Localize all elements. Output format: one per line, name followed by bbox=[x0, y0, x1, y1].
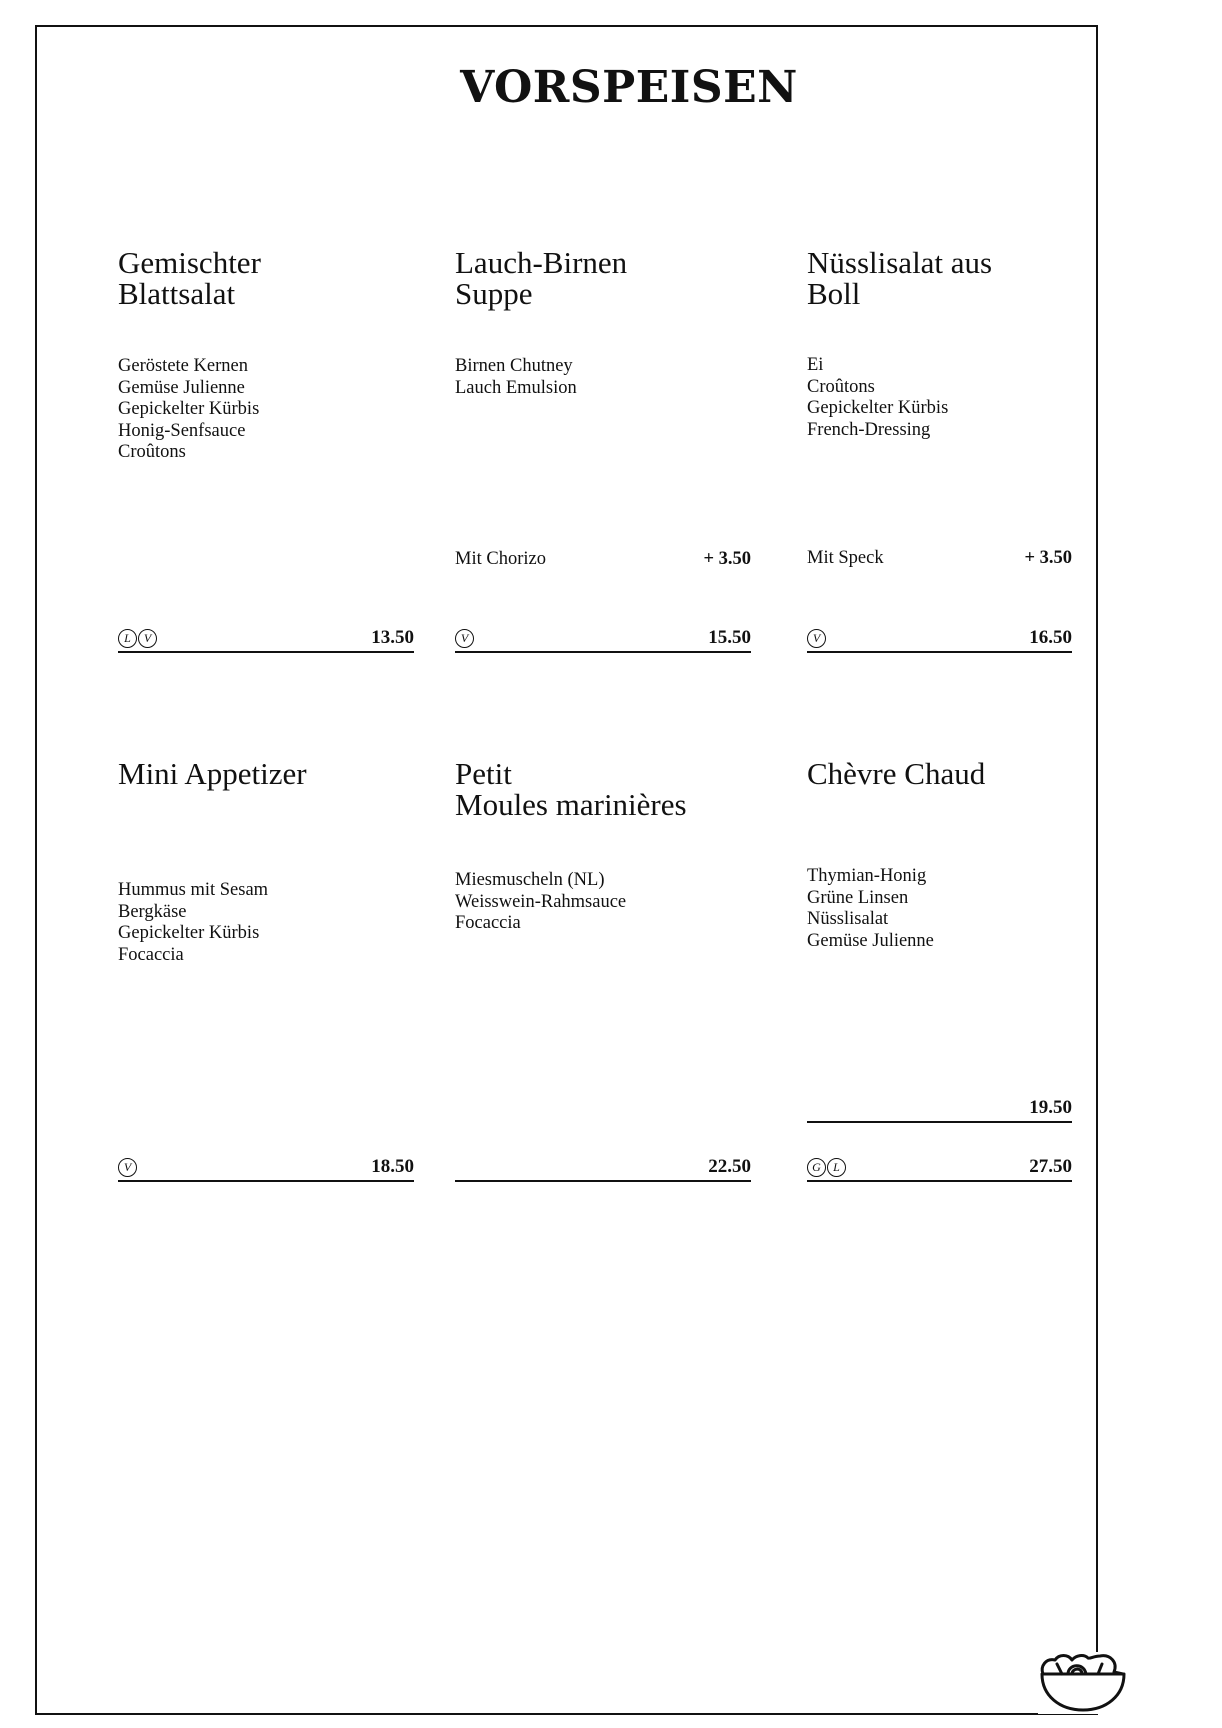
ingredient: Lauch Emulsion bbox=[455, 377, 577, 398]
item-name: Chèvre Chaud bbox=[807, 756, 986, 791]
ingredient-list bbox=[455, 356, 577, 399]
price-row bbox=[118, 627, 414, 653]
ingredient: Bergkäse bbox=[118, 901, 187, 922]
item-name: Gemischter Blattsalat bbox=[118, 245, 261, 311]
item-price: 18.50 bbox=[371, 1156, 414, 1177]
item-price: 16.50 bbox=[1029, 627, 1072, 648]
ingredient-list bbox=[807, 355, 948, 441]
item-name: Lauch-Birnen Suppe bbox=[455, 245, 628, 311]
ingredient: Gepickelter Kürbis bbox=[118, 923, 260, 943]
ingredient: Focaccia bbox=[118, 944, 184, 965]
vegetarian-badge-icon: V bbox=[455, 629, 474, 648]
ingredient: Honig-Senfsauce bbox=[118, 420, 246, 441]
item-price: 13.50 bbox=[371, 627, 414, 648]
vegetarian-badge-icon: V bbox=[138, 629, 157, 648]
alt-price-row bbox=[807, 1097, 1072, 1123]
price-row bbox=[455, 627, 751, 653]
item-price: 27.50 bbox=[1029, 1156, 1072, 1177]
menu-item bbox=[118, 245, 414, 648]
price-row bbox=[807, 627, 1072, 653]
extra-label: Mit Chorizo bbox=[455, 549, 546, 569]
ingredient: Gemüse Julienne bbox=[118, 377, 245, 398]
page-title-text: VORSPEISEN bbox=[460, 62, 798, 113]
ingredient: Gemüse Julienne bbox=[807, 930, 934, 951]
menu-item bbox=[118, 756, 414, 1177]
ingredient: Hummus mit Sesam bbox=[118, 880, 269, 900]
diet-badges bbox=[807, 629, 826, 648]
ingredient: Miesmuscheln (NL) bbox=[455, 870, 605, 890]
diet-badges bbox=[118, 629, 157, 648]
lactose-free-badge-icon: L bbox=[118, 629, 137, 648]
lactose-free-badge-icon: L bbox=[827, 1158, 846, 1177]
extra-price: + 3.50 bbox=[703, 549, 751, 569]
ingredient: Nüsslisalat bbox=[807, 909, 889, 929]
item-alt-price: 19.50 bbox=[1029, 1097, 1072, 1118]
diet-badges bbox=[455, 629, 474, 648]
ingredient: Grüne Linsen bbox=[807, 887, 909, 908]
ingredient: Thymian-Honig bbox=[807, 866, 927, 886]
ingredient: Gepickelter Kürbis bbox=[118, 399, 260, 419]
price-row bbox=[118, 1156, 414, 1182]
ingredient-list bbox=[118, 356, 259, 464]
price-row bbox=[807, 1156, 1072, 1182]
gluten-free-badge-icon: G bbox=[807, 1158, 826, 1177]
menu-item bbox=[455, 245, 751, 648]
ingredient-list bbox=[455, 870, 626, 935]
item-price: 15.50 bbox=[708, 627, 751, 648]
vegetarian-badge-icon: V bbox=[807, 629, 826, 648]
ingredient-list bbox=[807, 866, 934, 952]
ingredient-list bbox=[118, 880, 268, 966]
ingredient: Weisswein-Rahmsauce bbox=[455, 891, 627, 912]
page-title bbox=[0, 62, 1222, 113]
ingredient: Croûtons bbox=[118, 442, 186, 462]
menu-item bbox=[807, 756, 1072, 1177]
item-name: Nüsslisalat aus Boll bbox=[807, 245, 993, 311]
extra-price: + 3.50 bbox=[1024, 548, 1072, 568]
ingredient: Ei bbox=[807, 355, 824, 375]
item-name: Petit Moules marinières bbox=[455, 756, 687, 822]
ingredient: French-Dressing bbox=[807, 419, 931, 440]
extra-label: Mit Speck bbox=[807, 548, 884, 568]
diet-badges bbox=[118, 1158, 137, 1177]
ingredient: Croûtons bbox=[807, 376, 875, 397]
menu-item bbox=[807, 245, 1072, 648]
vegetarian-badge-icon: V bbox=[118, 1158, 137, 1177]
ingredient: Focaccia bbox=[455, 913, 521, 933]
diet-badges bbox=[807, 1158, 846, 1177]
extra-option bbox=[455, 549, 751, 570]
menu-item bbox=[455, 756, 751, 1177]
item-price: 22.50 bbox=[708, 1156, 751, 1177]
price-row bbox=[455, 1156, 751, 1182]
salad-bowl-icon bbox=[1038, 1652, 1128, 1714]
extra-option bbox=[807, 548, 1072, 569]
ingredient: Geröstete Kernen bbox=[118, 356, 248, 376]
ingredient: Birnen Chutney bbox=[455, 356, 573, 376]
item-name: Mini Appetizer bbox=[118, 756, 307, 791]
ingredient: Gepickelter Kürbis bbox=[807, 398, 949, 418]
